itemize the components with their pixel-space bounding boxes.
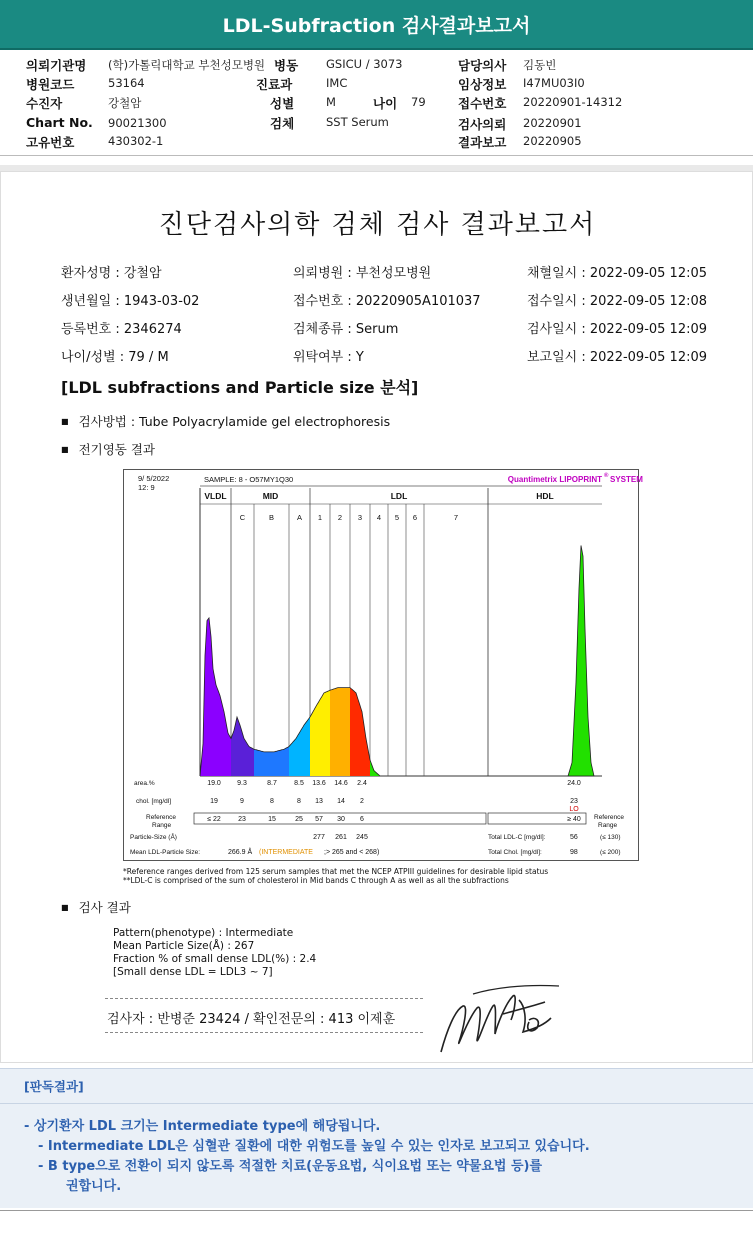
chart-sample-id: SAMPLE: 8 - O57MY1Q30 — [204, 475, 294, 484]
opinion-line: - Intermediate LDL은 심혈관 질환에 대한 위험도를 높일 수 있는 인자로 보고되고 있습니다. — [38, 1139, 590, 1154]
opinion-section — [0, 1068, 753, 1208]
chart-area-value: 13.6 — [312, 780, 326, 787]
chart-row-label: Particle-Size (Å) — [130, 834, 177, 841]
chart-fraction-area — [200, 618, 231, 776]
header-value: GSICU / 3073 — [326, 57, 403, 71]
chart-row-label: area.% — [134, 780, 155, 787]
chart-fraction-area — [330, 688, 350, 776]
chart-fraction-area — [231, 717, 254, 776]
chart-area-value: 8.7 — [267, 780, 277, 787]
footnote: **LDL-C is comprised of the sum of cholesterol in Mid bands C through A as well as all the subfractions — [123, 876, 509, 885]
info-receive-time: 접수일시 : 2022-09-05 12:08 — [527, 294, 708, 309]
chart-fraction-area — [289, 717, 310, 776]
divider — [105, 1032, 423, 1033]
info-patient-name: 환자성명 : 강철암 — [61, 266, 162, 281]
chart-total-range: (≤ 200) — [600, 849, 621, 856]
method-line: ■ 검사방법 : Tube Polyacrylamide gel electrophoresis — [61, 412, 390, 430]
chart-brand-mark: ® — [604, 473, 609, 479]
header-value: 430302-1 — [108, 134, 164, 148]
chart-band-label: 1 — [317, 513, 323, 522]
chart-band-label: C — [239, 513, 246, 522]
lipoprint-chart — [123, 469, 643, 861]
info-registration: 등록번호 : 2346274 — [61, 322, 182, 337]
result-fraction: Fraction % of small dense LDL(%) : 2.4 — [113, 953, 317, 965]
chart-chol-value: 19 — [210, 798, 218, 805]
header-value: I47MU03I0 — [523, 76, 585, 90]
electro-title: ■ 전기영동 결과 — [61, 440, 155, 458]
chart-ref-value: 15 — [268, 816, 276, 823]
header-label: 접수번호 — [458, 96, 507, 111]
age-value: 79 — [411, 95, 426, 109]
chart-fraction-area — [310, 690, 330, 776]
header-label: 검사의뢰 — [458, 117, 507, 132]
opinion-heading: [판독결과] — [24, 1079, 84, 1094]
info-birth-date: 생년월일 : 1943-03-02 — [61, 294, 200, 309]
info-specimen: 검체종류 : Serum — [293, 322, 399, 337]
info-referral: 위탁여부 : Y — [293, 350, 364, 365]
signature-image — [433, 980, 563, 1062]
header-value: 20220901-14312 — [523, 95, 623, 109]
chart-group-label: LDL — [390, 491, 408, 501]
chart-chol-value: 2 — [360, 798, 364, 805]
chart-ref-value: 6 — [360, 816, 364, 823]
chart-particle-size: 277 — [313, 834, 325, 841]
chart-row-label: Reference — [146, 814, 176, 821]
age-label: 나이 — [373, 96, 398, 111]
chart-group-label: MID — [262, 491, 279, 501]
report-title: 진단검사의학 검체 검사 결과보고서 — [158, 210, 597, 240]
header-label: 의뢰기관명 — [26, 58, 87, 73]
header-value: M — [326, 95, 336, 109]
chart-date: 9/ 5/2022 — [138, 474, 170, 483]
chart-mean-size-value: 266.9 Å — [228, 849, 253, 856]
chart-row-label: Mean LDL-Particle Size: — [130, 849, 201, 856]
header-label: 진료과 — [256, 77, 293, 92]
chart-area-value: 8.5 — [294, 780, 304, 787]
report-document — [0, 171, 753, 1063]
chart-row-label: chol. [mg/dl] — [136, 798, 172, 805]
info-age-sex: 나이/성별 : 79 / M — [61, 350, 169, 365]
chart-area-value: 2.4 — [357, 780, 367, 787]
divider — [105, 998, 423, 999]
header-value: (학)가톨릭대학교 부천성모병원 — [108, 58, 266, 72]
result-title: ■ 검사 결과 — [61, 898, 131, 916]
footnote: *Reference ranges derived from 125 serum samples that met the NCEP ATPIII guidelines for desirable lipid status — [123, 867, 549, 876]
chart-time: 12: 9 — [138, 483, 155, 492]
order-header — [0, 52, 753, 156]
header-value: SST Serum — [326, 115, 389, 129]
chart-band-label: 3 — [357, 513, 363, 522]
opinion-line: 권합니다. — [66, 1179, 122, 1194]
header-value: 김동빈 — [523, 58, 557, 72]
header-label: 병동 — [274, 58, 299, 73]
divider — [0, 1210, 753, 1211]
header-value: 20220905 — [523, 134, 582, 148]
chart-chol-value: 8 — [297, 798, 301, 805]
signer-line: 검사자 : 반병준 23424 / 확인전문의 : 413 이제훈 — [107, 1012, 396, 1027]
header-label: 병원코드 — [26, 77, 75, 92]
info-accession: 접수번호 : 20220905A101037 — [293, 294, 481, 309]
chart-ref-value: ≥ 40 — [567, 816, 581, 823]
chart-band-label: 5 — [394, 513, 400, 522]
chart-area-value: 24.0 — [567, 780, 581, 787]
header-value: 강철암 — [108, 96, 142, 110]
chart-svg — [124, 470, 643, 860]
chart-ref-label-right: Range — [598, 822, 618, 829]
chart-fraction-area — [350, 688, 370, 776]
header-label: 검체 — [270, 116, 295, 131]
chart-brand: Quantimetrix LIPOPRINT — [507, 475, 602, 484]
chart-ref-value: 23 — [238, 816, 246, 823]
info-hospital: 의뢰병원 : 부천성모병원 — [293, 266, 432, 281]
chart-row-label: Range — [152, 822, 172, 829]
chart-group-label: VLDL — [204, 491, 227, 501]
chart-total-range: (≤ 130) — [600, 834, 621, 841]
header-label: Chart No. — [26, 115, 93, 130]
chart-brand-suffix: SYSTEM — [610, 475, 643, 484]
chart-band-label: A — [296, 513, 303, 522]
divider — [0, 1103, 753, 1104]
chart-band-label: 6 — [412, 513, 418, 522]
result-small-dense: [Small dense LDL = LDL3 ~ 7] — [113, 966, 273, 978]
chart-total-label: Total Chol. [mg/dl]: — [488, 849, 542, 856]
chart-total-value: 98 — [570, 849, 578, 856]
chart-ref-value: ≤ 22 — [207, 816, 221, 823]
chart-area-value: 9.3 — [237, 780, 247, 787]
info-test-time: 검사일시 : 2022-09-05 12:09 — [527, 322, 708, 337]
header-label: 성별 — [270, 96, 295, 111]
chart-ref-value: 30 — [337, 816, 345, 823]
chart-chol-value: 14 — [337, 798, 345, 805]
chart-band-label: 2 — [337, 513, 343, 522]
chart-chol-value: 9 — [240, 798, 244, 805]
chart-chol-value: 8 — [270, 798, 274, 805]
chart-band-label: 4 — [376, 513, 382, 522]
chart-total-value: 56 — [570, 834, 578, 841]
page-title: LDL-Subfraction 검사결과보고서 — [0, 0, 753, 50]
header-value: 90021300 — [108, 116, 167, 130]
chart-chol-value: 13 — [315, 798, 323, 805]
chart-total-label: Total LDL-C [mg/dl]: — [488, 834, 546, 841]
header-value: 53164 — [108, 76, 145, 90]
header-label: 결과보고 — [458, 135, 507, 150]
chart-hdl-flag: LO — [569, 806, 579, 813]
chart-band-label: 7 — [453, 513, 459, 522]
header-value: IMC — [326, 76, 348, 90]
info-report-time: 보고일시 : 2022-09-05 12:09 — [527, 350, 708, 365]
chart-band-label: B — [268, 513, 275, 522]
opinion-line: - 상기환자 LDL 크기는 Intermediate type에 해당됩니다. — [24, 1119, 381, 1134]
chart-ref-label-right: Reference — [594, 814, 624, 821]
chart-mean-size-cat: (INTERMEDIATE — [259, 849, 313, 856]
chart-ref-value: 25 — [295, 816, 303, 823]
header-value: 20220901 — [523, 116, 582, 130]
info-collect-time: 채혈일시 : 2022-09-05 12:05 — [527, 266, 708, 281]
chart-group-label: HDL — [536, 491, 554, 501]
result-pattern: Pattern(phenotype) : Intermediate — [113, 927, 294, 939]
chart-particle-size: 261 — [335, 834, 347, 841]
chart-hdl-peak — [568, 546, 594, 777]
result-mean-size: Mean Particle Size(Å) : 267 — [113, 940, 255, 952]
header-label: 담당의사 — [458, 58, 507, 73]
section-title: [LDL subfractions and Particle size 분석] — [61, 378, 419, 397]
chart-chol-value: 23 — [570, 798, 578, 805]
chart-mean-size-rule: ;> 265 and < 268) — [324, 849, 380, 856]
opinion-line: - B type으로 전환이 되지 않도록 적절한 치료(운동요법, 식이요법 또는 약물요법 등)를 — [38, 1159, 543, 1174]
chart-ref-value: 57 — [315, 816, 323, 823]
header-label: 임상정보 — [458, 77, 507, 92]
chart-particle-size: 245 — [356, 834, 368, 841]
header-label: 수진자 — [26, 96, 63, 111]
header-label: 고유번호 — [26, 135, 75, 150]
chart-area-value: 19.0 — [207, 780, 221, 787]
chart-area-value: 14.6 — [334, 780, 348, 787]
